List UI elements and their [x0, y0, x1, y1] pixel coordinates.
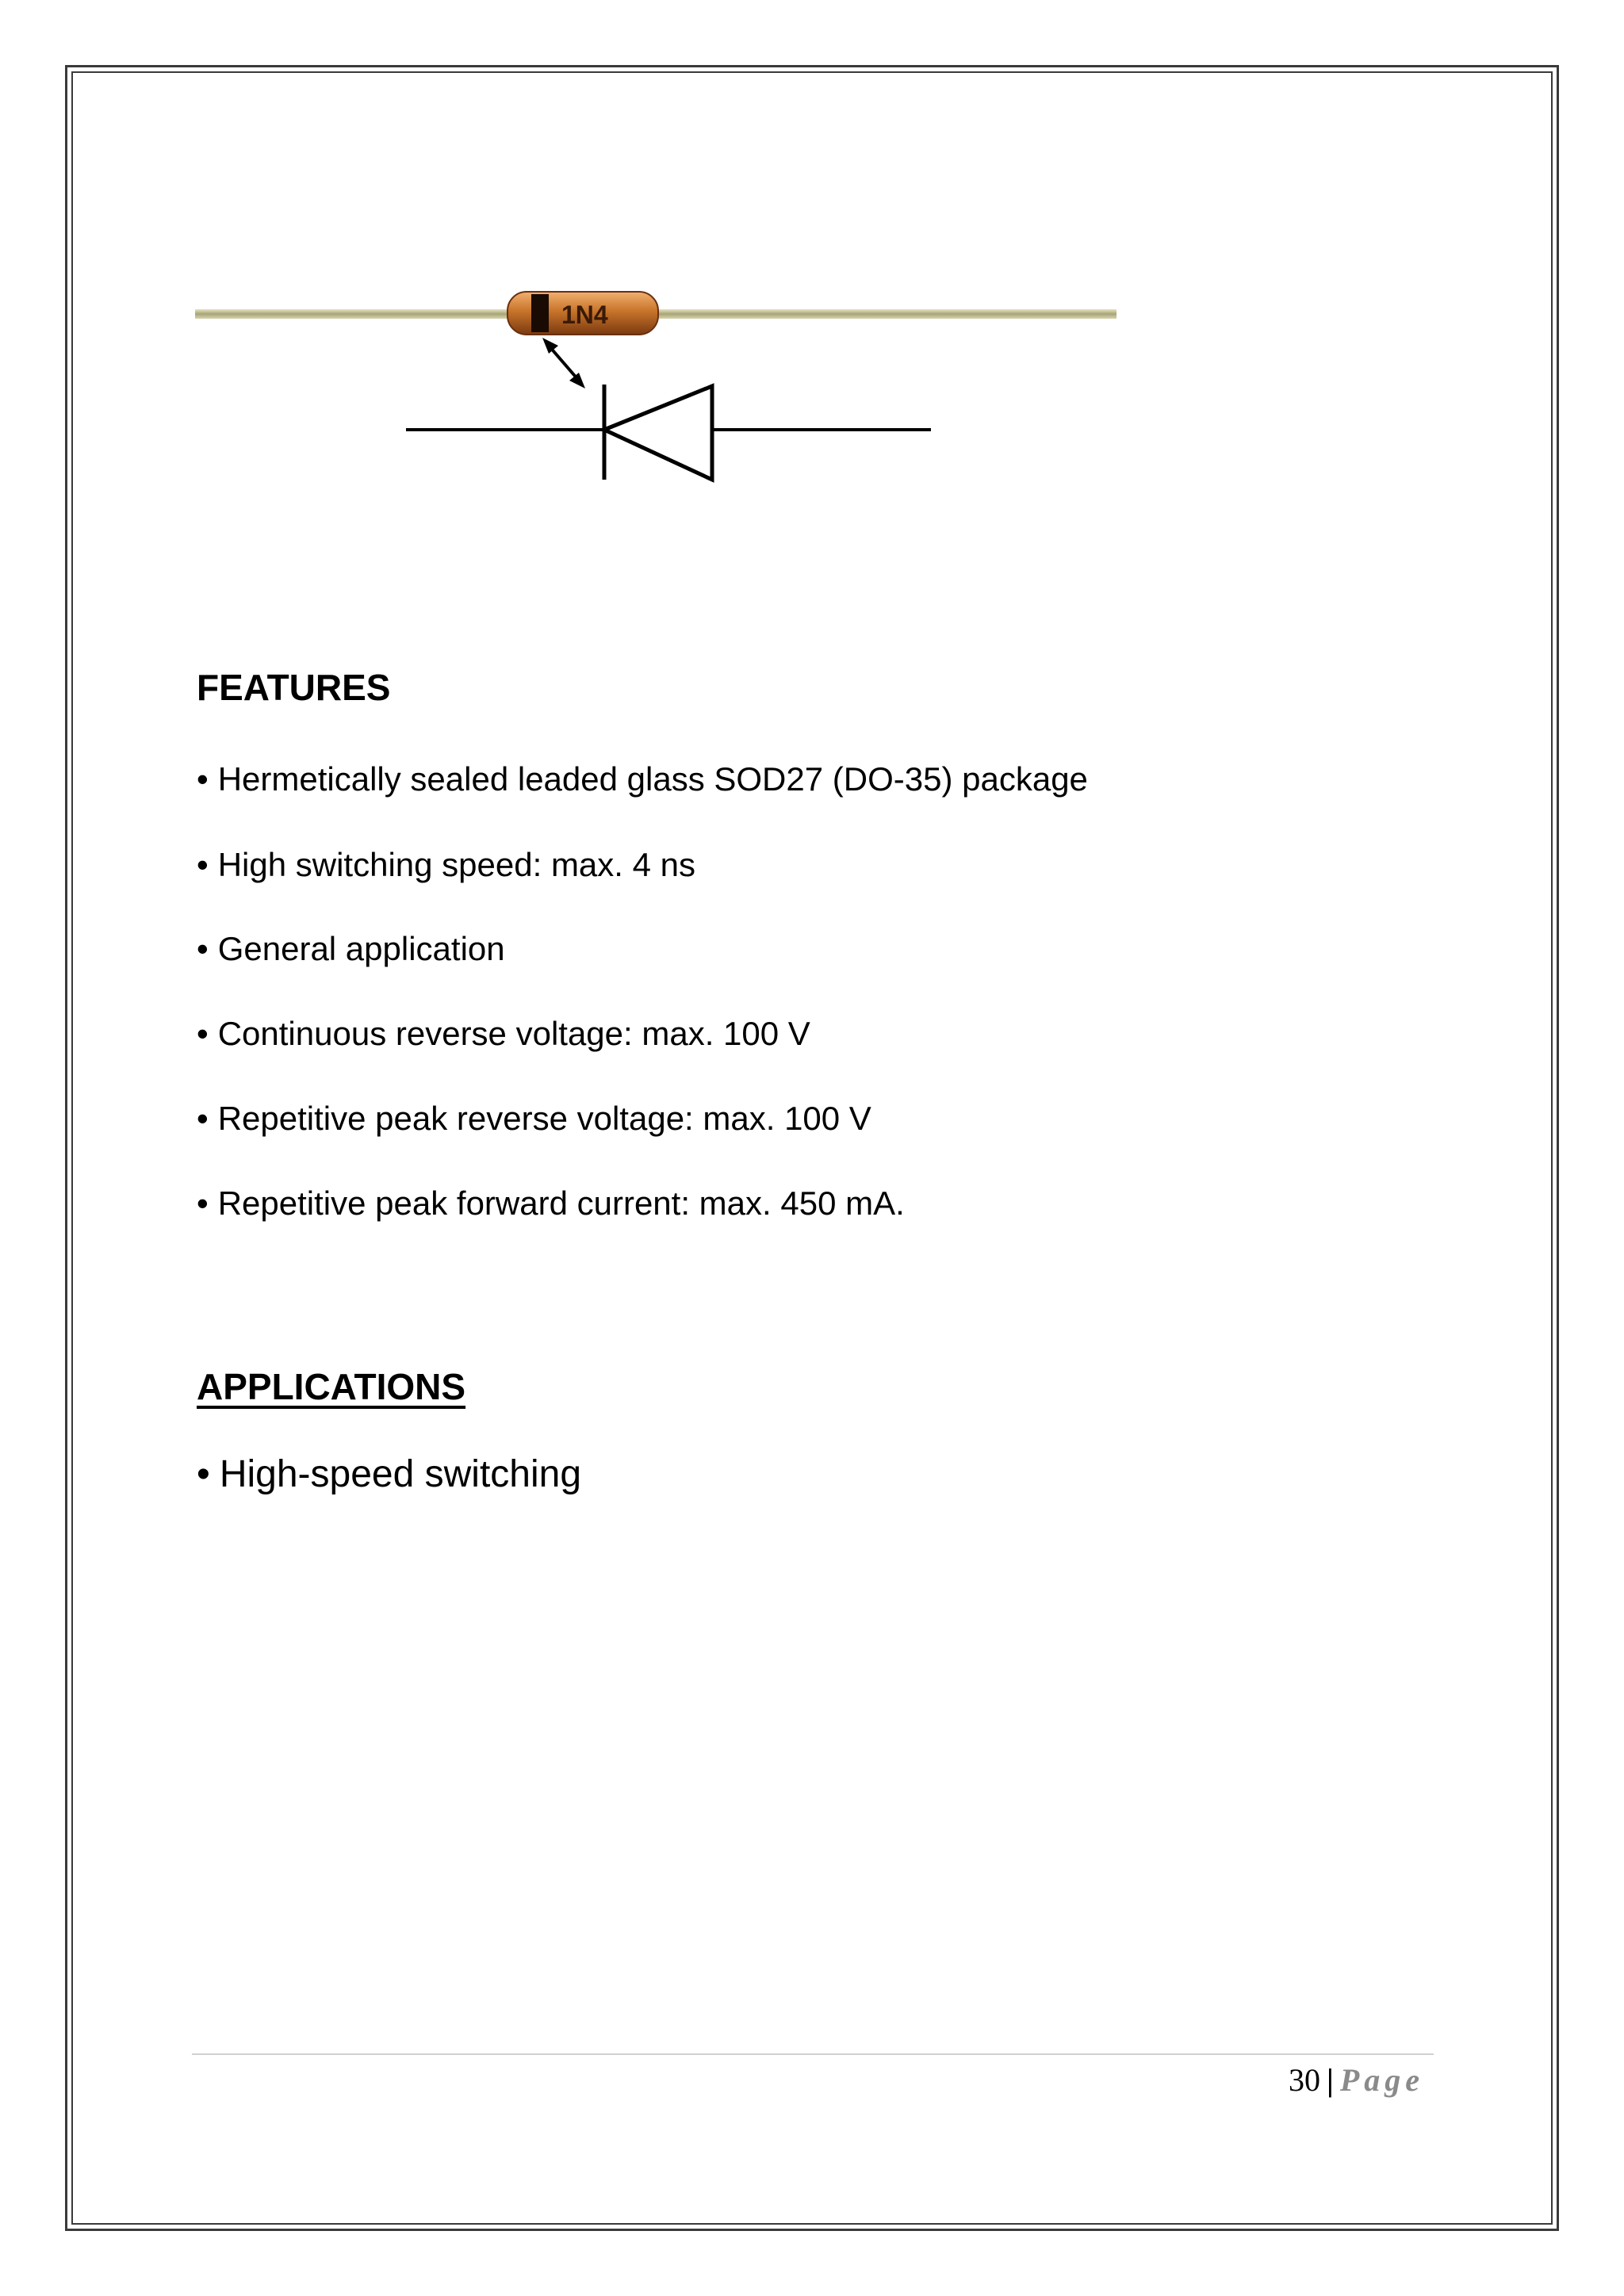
features-heading: FEATURES: [197, 667, 391, 708]
diode-figure: [190, 270, 1142, 499]
diode-marking: 1N4: [561, 300, 608, 329]
band-arrow-head-top: [542, 338, 558, 354]
feature-item: • Continuous reverse voltage: max. 100 V: [197, 1015, 810, 1052]
feature-item: • General application: [197, 930, 505, 967]
feature-item: • High switching speed: max. 4 ns: [197, 846, 696, 883]
application-item: • High-speed switching: [197, 1453, 582, 1495]
band-arrow-line: [549, 346, 579, 381]
applications-heading: APPLICATIONS: [197, 1366, 466, 1407]
footer-separator: |: [1327, 2062, 1334, 2098]
feature-item: • Repetitive peak forward current: max. 450 mA.: [197, 1184, 905, 1222]
feature-item: • Repetitive peak reverse voltage: max. 100 V: [197, 1100, 871, 1137]
diode-lead-left: [195, 309, 509, 319]
page-number: 30: [1289, 2062, 1320, 2098]
footer-divider: [192, 2053, 1434, 2055]
page-label: Page: [1339, 2062, 1424, 2098]
band-arrow-head-bottom: [569, 373, 585, 388]
diode-lead-right: [655, 309, 1116, 319]
symbol-triangle: [604, 386, 712, 480]
cathode-band: [531, 294, 549, 332]
feature-item: • Hermetically sealed leaded glass SOD27 (DO-35) package: [197, 760, 1088, 798]
page-footer: [1289, 2064, 1424, 2096]
